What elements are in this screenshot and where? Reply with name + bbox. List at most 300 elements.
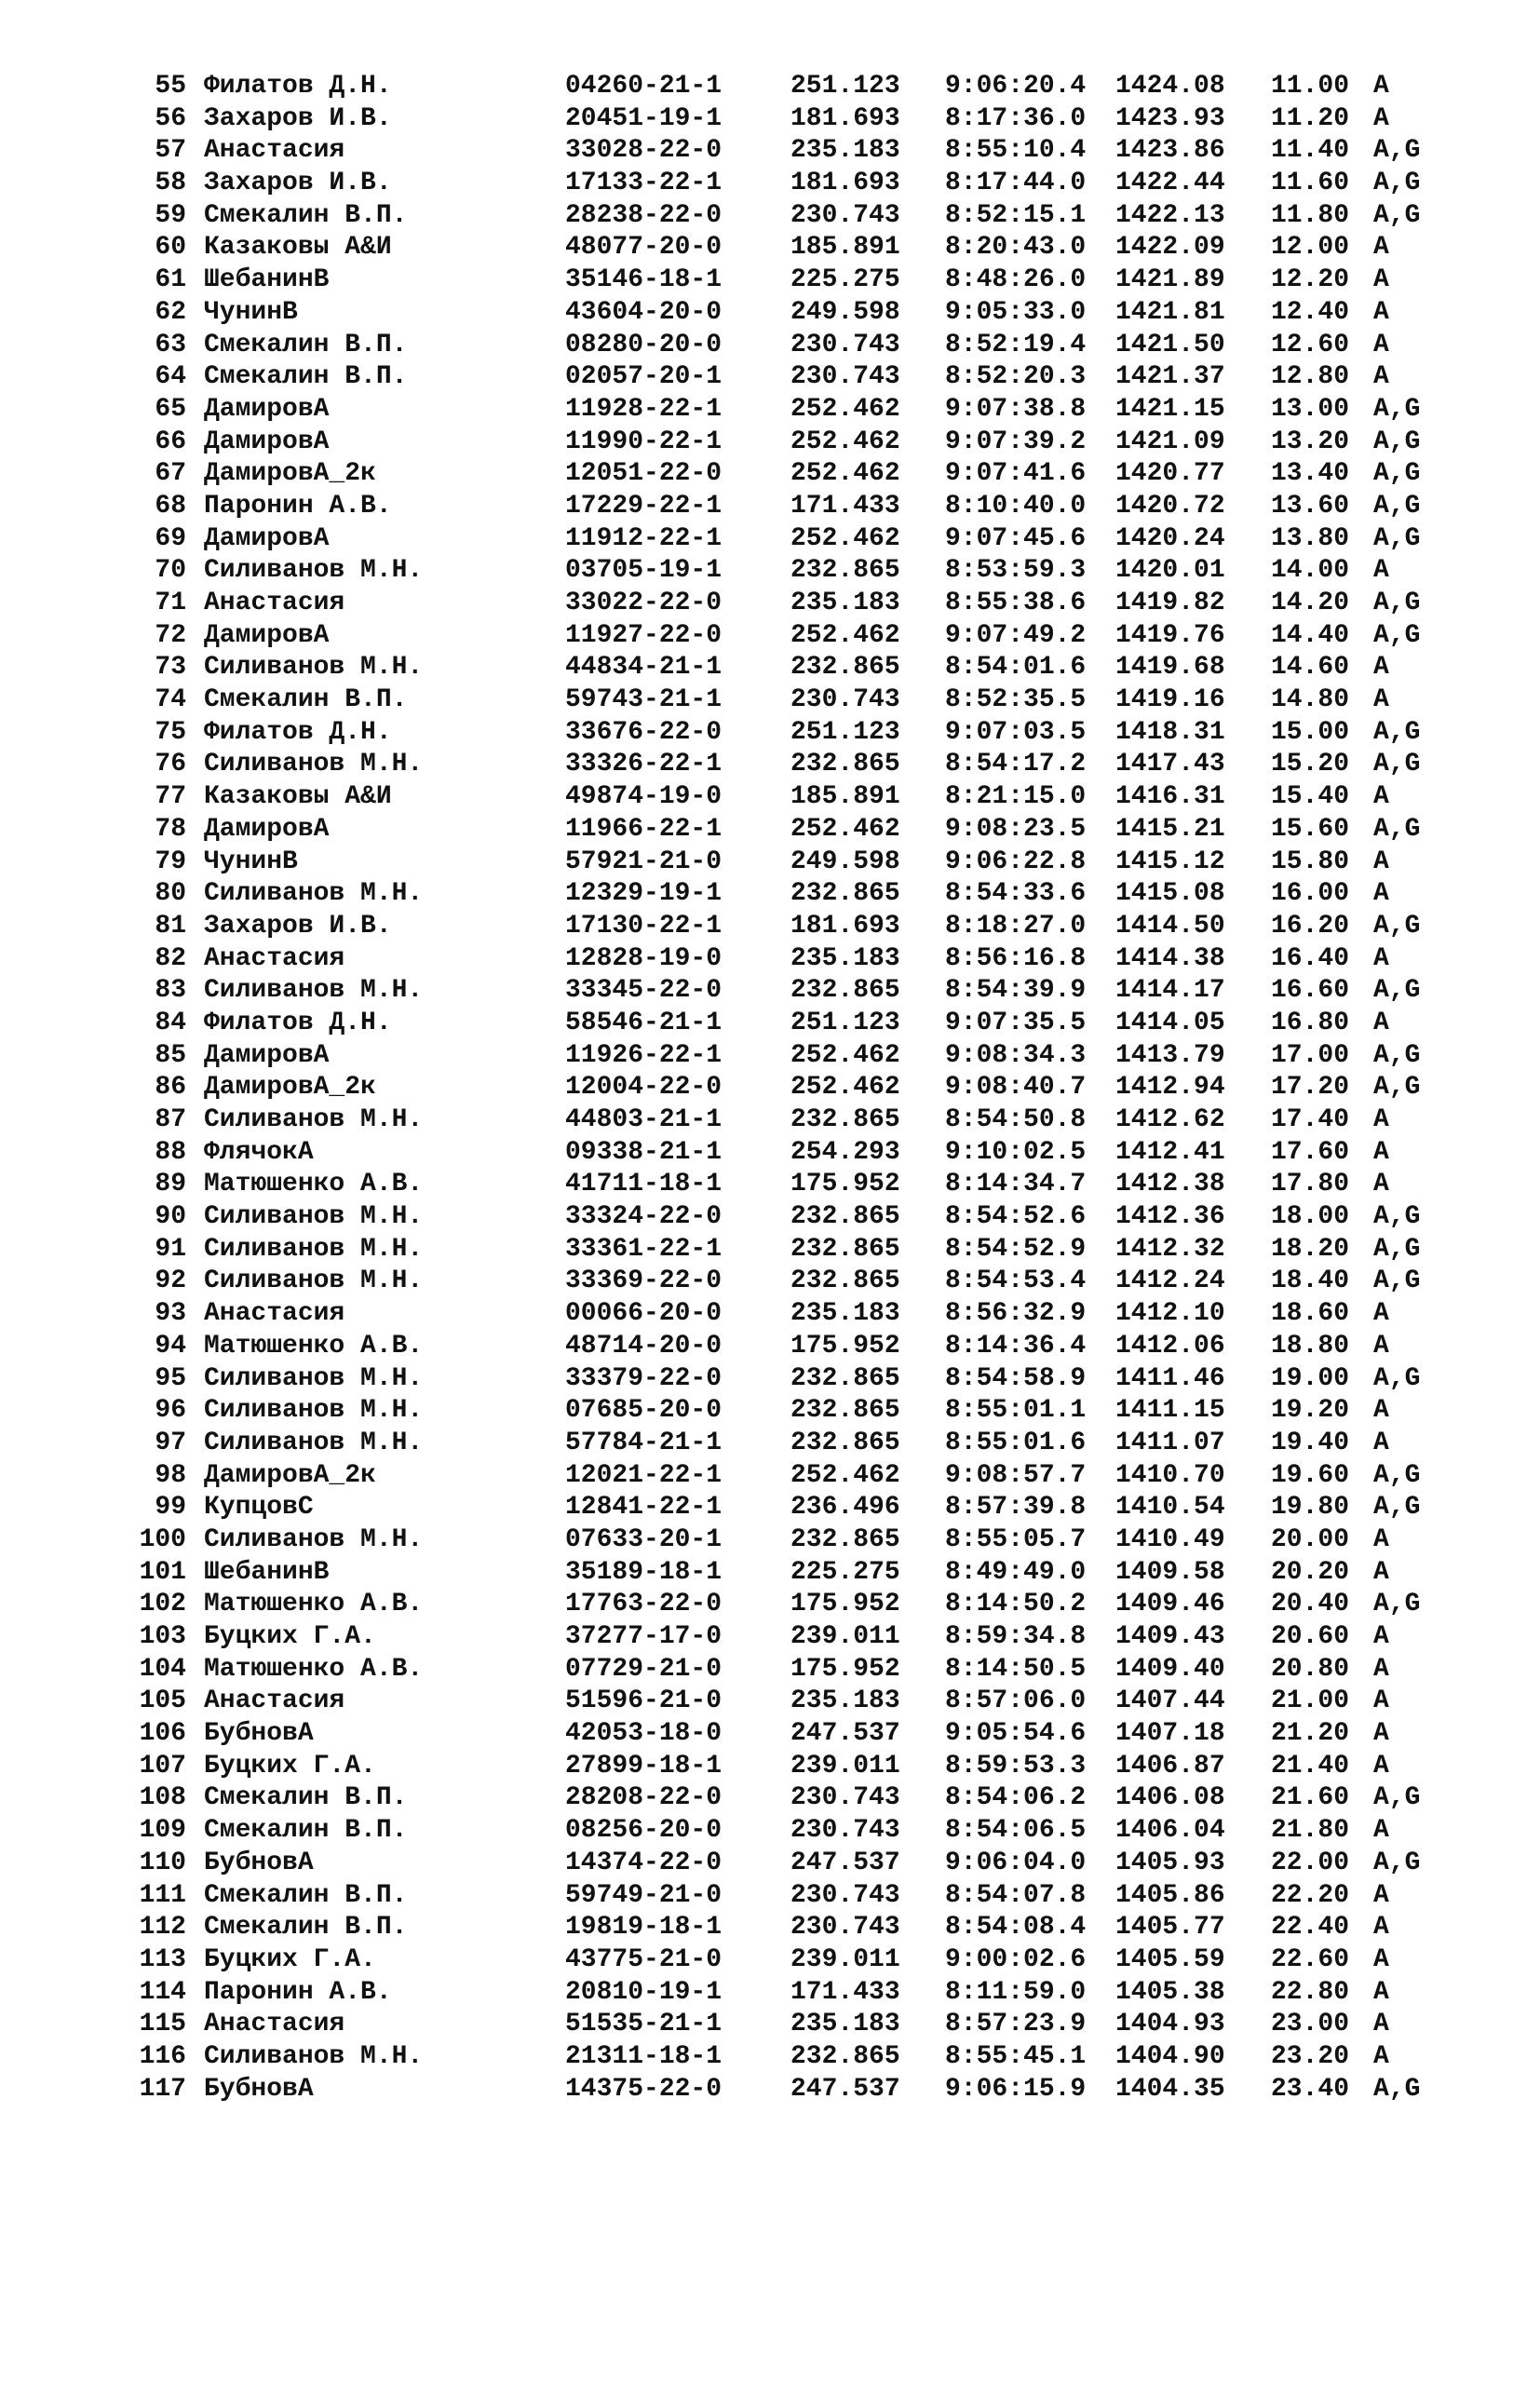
coefficient: 19.00 — [1271, 1363, 1350, 1393]
ring-number: 51596-21-0 — [565, 1686, 723, 1716]
category-marks: A,G — [1373, 1848, 1421, 1877]
speed-value: 1406.87 — [1115, 1751, 1225, 1781]
arrival-time: 9:07:03.5 — [945, 717, 1087, 747]
coefficient: 22.20 — [1271, 1880, 1350, 1910]
place-number: 85 — [155, 1040, 186, 1070]
place-number: 114 — [139, 1977, 186, 2007]
coefficient: 14.60 — [1271, 653, 1350, 683]
category-marks: A,G — [1373, 1590, 1421, 1619]
fancier-name: ДамировА_2к — [204, 1073, 376, 1103]
fancier-name: КупцовС — [204, 1493, 314, 1523]
place-number: 86 — [155, 1073, 186, 1103]
arrival-time: 8:55:05.7 — [945, 1524, 1087, 1554]
place-number: 70 — [155, 556, 186, 586]
fancier-name: Смекалин В.П. — [204, 685, 408, 715]
result-row — [0, 1782, 1540, 1815]
ring-number: 37277-17-0 — [565, 1622, 723, 1651]
category-marks: A,G — [1373, 1460, 1421, 1490]
speed-value: 1423.86 — [1115, 136, 1225, 166]
result-row — [0, 1977, 1540, 2010]
arrival-time: 8:54:06.2 — [945, 1783, 1087, 1813]
fancier-name: Анастасия — [204, 943, 345, 973]
fancier-name: Паронин А.В. — [204, 491, 392, 521]
distance-km: 252.462 — [790, 427, 900, 456]
fancier-name: Смекалин В.П. — [204, 330, 408, 359]
result-row — [0, 1363, 1540, 1396]
coefficient: 21.40 — [1271, 1751, 1350, 1781]
speed-value: 1412.94 — [1115, 1073, 1225, 1103]
distance-km: 239.011 — [790, 1751, 900, 1781]
speed-value: 1412.38 — [1115, 1170, 1225, 1199]
place-number: 67 — [155, 459, 186, 489]
fancier-name: Силиванов М.Н. — [204, 556, 424, 586]
place-number: 81 — [155, 911, 186, 941]
place-number: 79 — [155, 846, 186, 876]
arrival-time: 8:59:53.3 — [945, 1751, 1087, 1781]
ring-number: 44803-21-1 — [565, 1105, 723, 1134]
ring-number: 11966-22-1 — [565, 814, 723, 844]
coefficient: 16.20 — [1271, 911, 1350, 941]
arrival-time: 8:56:32.9 — [945, 1299, 1087, 1329]
place-number: 56 — [155, 103, 186, 133]
fancier-name: Силиванов М.Н. — [204, 976, 424, 1006]
arrival-time: 9:07:41.6 — [945, 459, 1087, 489]
fancier-name: Смекалин В.П. — [204, 200, 408, 230]
place-number: 55 — [155, 72, 186, 101]
coefficient: 17.80 — [1271, 1170, 1350, 1199]
fancier-name: Филатов Д.Н. — [204, 717, 392, 747]
fancier-name: Смекалин В.П. — [204, 1783, 408, 1813]
fancier-name: ДамировА — [204, 814, 330, 844]
fancier-name: Захаров И.В. — [204, 103, 392, 133]
result-row — [0, 361, 1540, 394]
speed-value: 1407.18 — [1115, 1719, 1225, 1749]
fancier-name: БубновА — [204, 1719, 314, 1749]
fancier-name: ДамировА_2к — [204, 1460, 376, 1490]
place-number: 65 — [155, 394, 186, 424]
category-marks: A,G — [1373, 750, 1421, 779]
place-number: 103 — [139, 1622, 186, 1651]
speed-value: 1421.89 — [1115, 265, 1225, 295]
speed-value: 1412.41 — [1115, 1137, 1225, 1167]
category-marks: A,G — [1373, 1040, 1421, 1070]
distance-km: 236.496 — [790, 1493, 900, 1523]
distance-km: 181.693 — [790, 911, 900, 941]
coefficient: 15.40 — [1271, 782, 1350, 812]
distance-km: 252.462 — [790, 620, 900, 650]
category-marks: A — [1373, 1331, 1389, 1361]
ring-number: 42053-18-0 — [565, 1719, 723, 1749]
arrival-time: 9:07:49.2 — [945, 620, 1087, 650]
arrival-time: 8:20:43.0 — [945, 233, 1087, 263]
fancier-name: Филатов Д.Н. — [204, 1008, 392, 1037]
arrival-time: 8:10:40.0 — [945, 491, 1087, 521]
speed-value: 1404.35 — [1115, 2074, 1225, 2104]
fancier-name: ЧунинВ — [204, 846, 298, 876]
speed-value: 1412.32 — [1115, 1234, 1225, 1264]
ring-number: 12004-22-0 — [565, 1073, 723, 1103]
distance-km: 230.743 — [790, 330, 900, 359]
coefficient: 18.60 — [1271, 1299, 1350, 1329]
distance-km: 230.743 — [790, 200, 900, 230]
category-marks: A,G — [1373, 1073, 1421, 1103]
coefficient: 13.00 — [1271, 394, 1350, 424]
coefficient: 12.00 — [1271, 233, 1350, 263]
result-row — [0, 523, 1540, 556]
place-number: 108 — [139, 1783, 186, 1813]
fancier-name: Анастасия — [204, 1686, 345, 1716]
ring-number: 43775-21-0 — [565, 1944, 723, 1974]
fancier-name: Буцких Г.А. — [204, 1622, 376, 1651]
distance-km: 232.865 — [790, 1428, 900, 1457]
distance-km: 249.598 — [790, 297, 900, 327]
place-number: 75 — [155, 717, 186, 747]
place-number: 98 — [155, 1460, 186, 1490]
arrival-time: 8:53:59.3 — [945, 556, 1087, 586]
arrival-time: 8:52:20.3 — [945, 362, 1087, 392]
distance-km: 235.183 — [790, 1299, 900, 1329]
speed-value: 1417.43 — [1115, 750, 1225, 779]
ring-number: 59749-21-0 — [565, 1880, 723, 1910]
category-marks: A — [1373, 1913, 1389, 1943]
place-number: 68 — [155, 491, 186, 521]
category-marks: A — [1373, 1137, 1389, 1167]
coefficient: 21.00 — [1271, 1686, 1350, 1716]
speed-value: 1412.24 — [1115, 1266, 1225, 1296]
result-row — [0, 814, 1540, 846]
fancier-name: ШебанинВ — [204, 1557, 330, 1587]
fancier-name: ДамировА — [204, 523, 330, 553]
result-row — [0, 1589, 1540, 1621]
arrival-time: 8:54:08.4 — [945, 1913, 1087, 1943]
fancier-name: Матюшенко А.В. — [204, 1654, 424, 1684]
place-number: 106 — [139, 1719, 186, 1749]
coefficient: 23.40 — [1271, 2074, 1350, 2104]
place-number: 82 — [155, 943, 186, 973]
coefficient: 11.80 — [1271, 200, 1350, 230]
distance-km: 239.011 — [790, 1944, 900, 1974]
category-marks: A — [1373, 233, 1389, 263]
category-marks: A — [1373, 1396, 1389, 1426]
distance-km: 254.293 — [790, 1137, 900, 1167]
category-marks: A,G — [1373, 200, 1421, 230]
category-marks: A,G — [1373, 814, 1421, 844]
place-number: 113 — [139, 1944, 186, 1974]
distance-km: 232.865 — [790, 976, 900, 1006]
category-marks: A,G — [1373, 136, 1421, 166]
ring-number: 41711-18-1 — [565, 1170, 723, 1199]
ring-number: 33028-22-0 — [565, 136, 723, 166]
arrival-time: 8:54:17.2 — [945, 750, 1087, 779]
coefficient: 15.60 — [1271, 814, 1350, 844]
ring-number: 12329-19-1 — [565, 879, 723, 909]
result-row — [0, 1880, 1540, 1913]
category-marks: A,G — [1373, 717, 1421, 747]
arrival-time: 8:18:27.0 — [945, 911, 1087, 941]
ring-number: 49874-19-0 — [565, 782, 723, 812]
results-table — [0, 71, 1540, 2106]
arrival-time: 8:17:44.0 — [945, 169, 1087, 198]
result-row — [0, 1331, 1540, 1363]
place-number: 92 — [155, 1266, 186, 1296]
distance-km: 247.537 — [790, 2074, 900, 2104]
coefficient: 17.00 — [1271, 1040, 1350, 1070]
result-row — [0, 297, 1540, 330]
arrival-time: 9:05:33.0 — [945, 297, 1087, 327]
place-number: 73 — [155, 653, 186, 683]
fancier-name: Силиванов М.Н. — [204, 1363, 424, 1393]
category-marks: A — [1373, 1105, 1389, 1134]
place-number: 76 — [155, 750, 186, 779]
speed-value: 1422.13 — [1115, 200, 1225, 230]
fancier-name: Смекалин В.П. — [204, 1880, 408, 1910]
coefficient: 12.80 — [1271, 362, 1350, 392]
fancier-name: Силиванов М.Н. — [204, 1234, 424, 1264]
result-row — [0, 458, 1540, 491]
arrival-time: 8:52:19.4 — [945, 330, 1087, 359]
ring-number: 17133-22-1 — [565, 169, 723, 198]
arrival-time: 8:14:50.2 — [945, 1590, 1087, 1619]
place-number: 60 — [155, 233, 186, 263]
speed-value: 1409.40 — [1115, 1654, 1225, 1684]
category-marks: A — [1373, 653, 1389, 683]
category-marks: A — [1373, 1008, 1389, 1037]
ring-number: 09338-21-1 — [565, 1137, 723, 1167]
speed-value: 1411.07 — [1115, 1428, 1225, 1457]
distance-km: 230.743 — [790, 362, 900, 392]
category-marks: A — [1373, 1170, 1389, 1199]
arrival-time: 8:55:01.6 — [945, 1428, 1087, 1457]
speed-value: 1419.16 — [1115, 685, 1225, 715]
arrival-time: 8:17:36.0 — [945, 103, 1087, 133]
distance-km: 232.865 — [790, 1266, 900, 1296]
ring-number: 28238-22-0 — [565, 200, 723, 230]
speed-value: 1405.93 — [1115, 1848, 1225, 1877]
ring-number: 12841-22-1 — [565, 1493, 723, 1523]
arrival-time: 8:52:15.1 — [945, 200, 1087, 230]
result-row — [0, 168, 1540, 200]
speed-value: 1421.09 — [1115, 427, 1225, 456]
fancier-name: Анастасия — [204, 589, 345, 617]
fancier-name: БубновА — [204, 1848, 314, 1877]
coefficient: 23.00 — [1271, 2010, 1350, 2039]
arrival-time: 9:07:45.6 — [945, 523, 1087, 553]
arrival-time: 8:54:50.8 — [945, 1105, 1087, 1134]
fancier-name: Буцких Г.А. — [204, 1751, 376, 1781]
category-marks: A — [1373, 943, 1389, 973]
coefficient: 18.20 — [1271, 1234, 1350, 1264]
result-row — [0, 330, 1540, 362]
category-marks: A — [1373, 2041, 1389, 2071]
coefficient: 18.40 — [1271, 1266, 1350, 1296]
result-row — [0, 717, 1540, 750]
coefficient: 22.80 — [1271, 1977, 1350, 2007]
category-marks: A — [1373, 1751, 1389, 1781]
result-row — [0, 620, 1540, 653]
speed-value: 1412.10 — [1115, 1299, 1225, 1329]
result-row — [0, 2009, 1540, 2041]
speed-value: 1419.82 — [1115, 589, 1225, 617]
category-marks: A — [1373, 1299, 1389, 1329]
coefficient: 11.00 — [1271, 72, 1350, 101]
category-marks: A,G — [1373, 911, 1421, 941]
coefficient: 19.20 — [1271, 1396, 1350, 1426]
category-marks: A — [1373, 846, 1389, 876]
coefficient: 23.20 — [1271, 2041, 1350, 2071]
result-row — [0, 588, 1540, 620]
coefficient: 12.40 — [1271, 297, 1350, 327]
ring-number: 08256-20-0 — [565, 1816, 723, 1846]
speed-value: 1420.24 — [1115, 523, 1225, 553]
place-number: 88 — [155, 1137, 186, 1167]
distance-km: 175.952 — [790, 1590, 900, 1619]
distance-km: 175.952 — [790, 1170, 900, 1199]
fancier-name: БубновА — [204, 2074, 314, 2104]
result-row — [0, 2041, 1540, 2074]
fancier-name: ШебанинВ — [204, 265, 330, 295]
fancier-name: ЧунинВ — [204, 297, 298, 327]
ring-number: 21311-18-1 — [565, 2041, 723, 2071]
ring-number: 57784-21-1 — [565, 1428, 723, 1457]
result-row — [0, 1912, 1540, 1944]
distance-km: 185.891 — [790, 782, 900, 812]
coefficient: 17.20 — [1271, 1073, 1350, 1103]
distance-km: 225.275 — [790, 265, 900, 295]
place-number: 105 — [139, 1686, 186, 1716]
result-row — [0, 1072, 1540, 1104]
distance-km: 251.123 — [790, 1008, 900, 1037]
category-marks: A — [1373, 1622, 1389, 1651]
result-row — [0, 1395, 1540, 1428]
ring-number: 51535-21-1 — [565, 2010, 723, 2039]
arrival-time: 9:06:20.4 — [945, 72, 1087, 101]
arrival-time: 8:54:53.4 — [945, 1266, 1087, 1296]
result-row — [0, 846, 1540, 879]
distance-km: 232.865 — [790, 750, 900, 779]
speed-value: 1411.46 — [1115, 1363, 1225, 1393]
arrival-time: 8:59:34.8 — [945, 1622, 1087, 1651]
coefficient: 13.80 — [1271, 523, 1350, 553]
distance-km: 239.011 — [790, 1622, 900, 1651]
place-number: 78 — [155, 814, 186, 844]
distance-km: 232.865 — [790, 556, 900, 586]
fancier-name: Силиванов М.Н. — [204, 1202, 424, 1232]
category-marks: A — [1373, 297, 1389, 327]
place-number: 80 — [155, 879, 186, 909]
ring-number: 07685-20-0 — [565, 1396, 723, 1426]
coefficient: 19.60 — [1271, 1460, 1350, 1490]
result-row — [0, 684, 1540, 717]
arrival-time: 8:54:06.5 — [945, 1816, 1087, 1846]
speed-value: 1414.50 — [1115, 911, 1225, 941]
arrival-time: 8:57:39.8 — [945, 1493, 1087, 1523]
arrival-time: 8:14:34.7 — [945, 1170, 1087, 1199]
speed-value: 1414.05 — [1115, 1008, 1225, 1037]
place-number: 62 — [155, 297, 186, 327]
ring-number: 11912-22-1 — [565, 523, 723, 553]
arrival-time: 8:55:01.1 — [945, 1396, 1087, 1426]
speed-value: 1412.36 — [1115, 1202, 1225, 1232]
distance-km: 181.693 — [790, 103, 900, 133]
arrival-time: 8:54:39.9 — [945, 976, 1087, 1006]
place-number: 97 — [155, 1428, 186, 1457]
speed-value: 1405.86 — [1115, 1880, 1225, 1910]
coefficient: 18.00 — [1271, 1202, 1350, 1232]
result-row — [0, 1137, 1540, 1170]
result-row — [0, 911, 1540, 943]
speed-value: 1407.44 — [1115, 1686, 1225, 1716]
fancier-name: Казаковы А&И — [204, 782, 392, 812]
arrival-time: 9:00:02.6 — [945, 1944, 1087, 1974]
distance-km: 230.743 — [790, 1913, 900, 1943]
category-marks: A — [1373, 103, 1389, 133]
speed-value: 1404.90 — [1115, 2041, 1225, 2071]
arrival-time: 8:56:16.8 — [945, 943, 1087, 973]
arrival-time: 9:10:02.5 — [945, 1137, 1087, 1167]
coefficient: 11.40 — [1271, 136, 1350, 166]
ring-number: 33324-22-0 — [565, 1202, 723, 1232]
place-number: 96 — [155, 1396, 186, 1426]
place-number: 109 — [139, 1816, 186, 1846]
place-number: 74 — [155, 685, 186, 715]
arrival-time: 9:06:22.8 — [945, 846, 1087, 876]
ring-number: 12051-22-0 — [565, 459, 723, 489]
category-marks: A — [1373, 330, 1389, 359]
distance-km: 247.537 — [790, 1719, 900, 1749]
category-marks: A,G — [1373, 1363, 1421, 1393]
distance-km: 251.123 — [790, 717, 900, 747]
arrival-time: 8:54:52.6 — [945, 1202, 1087, 1232]
category-marks: A — [1373, 72, 1389, 101]
distance-km: 232.865 — [790, 653, 900, 683]
fancier-name: Силиванов М.Н. — [204, 750, 424, 779]
coefficient: 12.20 — [1271, 265, 1350, 295]
fancier-name: ФлячокА — [204, 1137, 314, 1167]
result-row — [0, 1848, 1540, 1880]
fancier-name: Силиванов М.Н. — [204, 879, 424, 909]
speed-value: 1409.58 — [1115, 1557, 1225, 1587]
coefficient: 20.80 — [1271, 1654, 1350, 1684]
speed-value: 1405.38 — [1115, 1977, 1225, 2007]
ring-number: 27899-18-1 — [565, 1751, 723, 1781]
ring-number: 17130-22-1 — [565, 911, 723, 941]
distance-km: 232.865 — [790, 1202, 900, 1232]
fancier-name: Матюшенко А.В. — [204, 1590, 424, 1619]
coefficient: 14.80 — [1271, 685, 1350, 715]
place-number: 112 — [139, 1913, 186, 1943]
ring-number: 12828-19-0 — [565, 943, 723, 973]
arrival-time: 9:08:40.7 — [945, 1073, 1087, 1103]
result-row — [0, 1234, 1540, 1266]
speed-value: 1419.76 — [1115, 620, 1225, 650]
category-marks: A,G — [1373, 491, 1421, 521]
result-row — [0, 103, 1540, 136]
result-row — [0, 135, 1540, 168]
arrival-time: 9:06:15.9 — [945, 2074, 1087, 2104]
distance-km: 232.865 — [790, 879, 900, 909]
place-number: 104 — [139, 1654, 186, 1684]
distance-km: 232.865 — [790, 1396, 900, 1426]
fancier-name: Анастасия — [204, 2010, 345, 2039]
coefficient: 13.60 — [1271, 491, 1350, 521]
fancier-name: ДамировА — [204, 1040, 330, 1070]
category-marks: A — [1373, 1557, 1389, 1587]
place-number: 61 — [155, 265, 186, 295]
coefficient: 20.20 — [1271, 1557, 1350, 1587]
fancier-name: ДамировА — [204, 427, 330, 456]
distance-km: 252.462 — [790, 394, 900, 424]
place-number: 102 — [139, 1590, 186, 1619]
